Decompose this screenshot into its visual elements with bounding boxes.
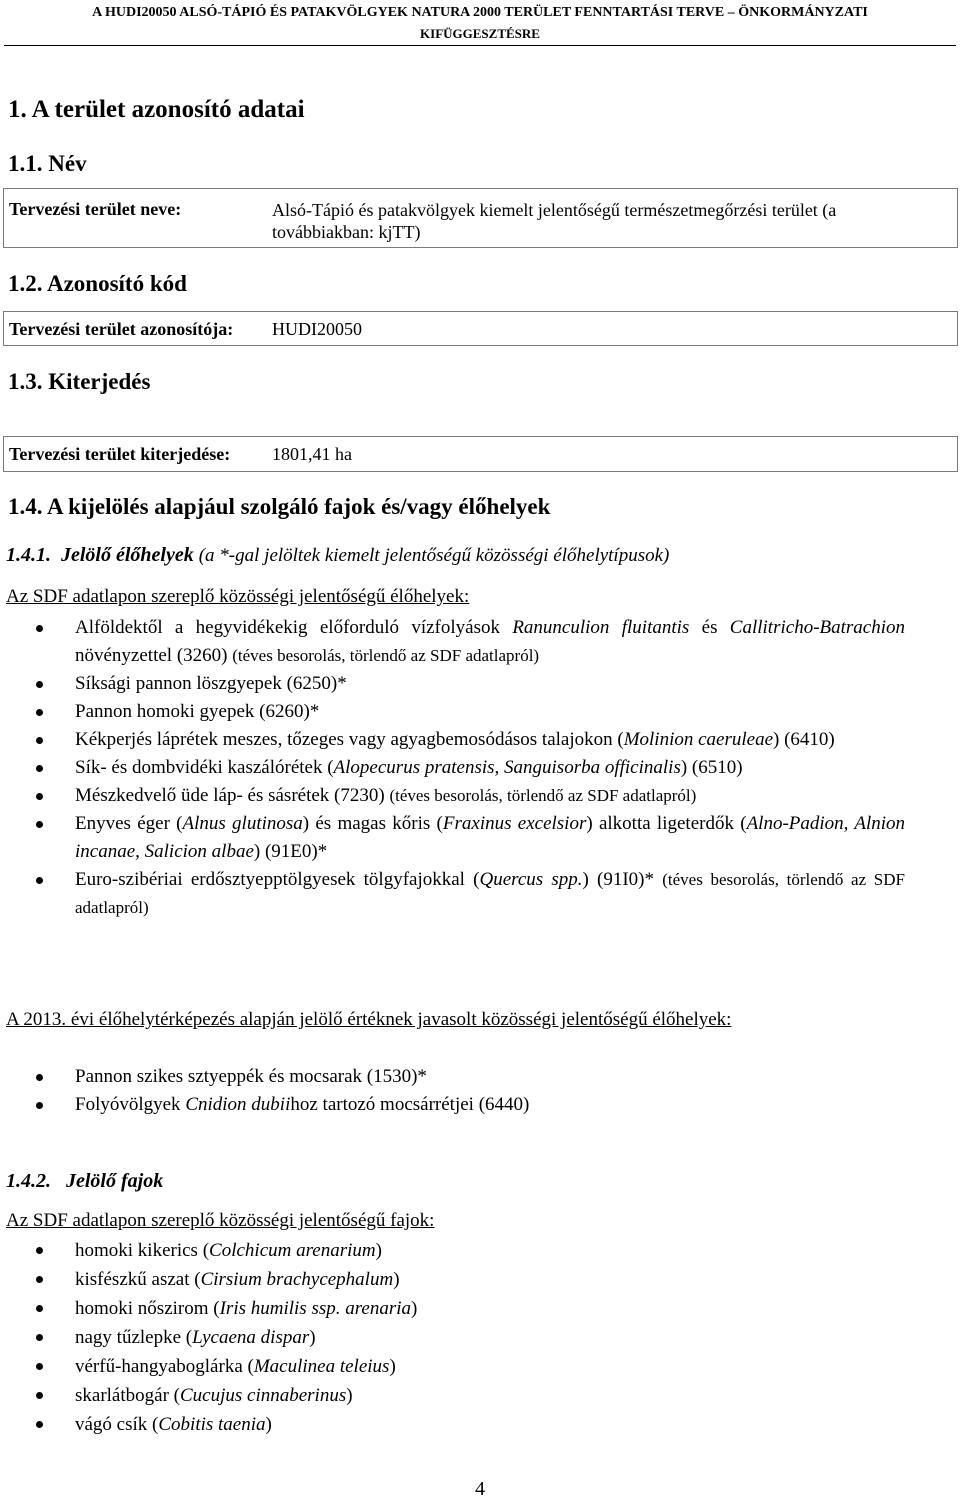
habitat-latin: Molinion caeruleae — [623, 729, 774, 750]
list-item: homoki nőszirom (Iris humilis ssp. arenaria) — [0, 1294, 905, 1323]
list-item: nagy tűzlepke (Lycaena dispar) — [0, 1323, 905, 1352]
habitat-text: Enyves éger ( — [75, 813, 183, 834]
species-latin-name: Colchicum arenarium — [209, 1240, 376, 1261]
list-item: homoki kikerics (Colchicum arenarium) — [0, 1236, 905, 1265]
habitats-heading-title: Jelölő élőhelyek — [61, 544, 194, 566]
list-item — [0, 866, 905, 922]
habitat-text: Euro-szibériai erdősztyepptölgyesek tölgyfajokkal ( — [75, 869, 480, 890]
habitat-text: Folyóvölgyek — [75, 1094, 181, 1115]
species-sdf-intro: Az SDF adatlapon szereplő közösségi jelentőségű fajok: — [6, 1210, 435, 1231]
habitats-mapping-intro: A 2013. évi élőhelytérképezés alapján jelölő értéknek javasolt közösségi jelentőségű élőhelyek: — [6, 1009, 732, 1030]
habitat-text: ) és magas kőris ( — [302, 813, 443, 834]
habitat-latin: Ranunculion fluitantis — [512, 617, 690, 638]
habitats-mapping-list — [0, 1063, 905, 1119]
habitat-text: Síksági pannon löszgyepek (6250)* — [75, 673, 347, 694]
header-rule — [4, 45, 956, 46]
species-latin-name: Iris humilis ssp. arenaria — [219, 1298, 412, 1319]
subsection-title-extent: 1.3. Kiterjedés — [8, 369, 151, 394]
habitat-latin: Quercus spp. — [479, 869, 583, 890]
list-item — [0, 782, 905, 810]
species-common-name: homoki nőszirom — [75, 1298, 209, 1319]
species-latin-name: Cobitis taenia — [158, 1414, 266, 1435]
page-number: 4 — [475, 1478, 485, 1500]
list-item — [0, 810, 905, 866]
habitat-code: ) (6410) — [773, 729, 835, 750]
list-item: skarlátbogár (Cucujus cinnaberinus) — [0, 1381, 905, 1410]
habitats-sdf-intro: Az SDF adatlapon szereplő közösségi jelentőségű élőhelyek: — [6, 586, 470, 607]
species-heading-num: 1.4.2. — [6, 1170, 51, 1192]
habitats-heading-num: 1.4.1. — [6, 544, 51, 566]
habitat-code: ) (91E0)* — [253, 841, 328, 862]
habitat-latin: Fraxinus excelsior — [442, 813, 587, 834]
habitats-heading-note: (a *-gal jelöltek kiemelt jelentőségű közösségi élőhelytípusok) — [198, 545, 670, 566]
subsection-title-name: 1.1. Név — [8, 151, 87, 176]
code-value: HUDI20050 — [272, 319, 362, 339]
habitat-note: (téves besorolás, törlendő az SDF adatlapról) — [232, 646, 540, 665]
list-item: kisfészkű aszat (Cirsium brachycephalum) — [0, 1265, 905, 1294]
species-list — [0, 1236, 905, 1439]
running-header — [0, 2, 960, 44]
extent-table — [3, 436, 958, 472]
species-common-name: vágó csík — [75, 1414, 148, 1435]
list-item — [0, 670, 905, 698]
habitat-text: Alföldektől a hegyvidékekig előforduló vízfolyások — [75, 617, 500, 638]
habitat-latin: Sanguisorba officinalis — [504, 757, 681, 778]
habitat-latin: Cnidion dubii — [185, 1094, 291, 1115]
extent-label: Tervezési terület kiterjedése: — [9, 444, 231, 464]
habitat-text: , — [494, 757, 500, 778]
habitat-text: és — [701, 617, 718, 638]
habitat-note: (téves besorolás, törlendő az SDF adatlapról) — [75, 870, 905, 917]
habitat-latin: Alnus glutinosa — [182, 813, 303, 834]
species-heading-title: Jelölő fajok — [66, 1170, 164, 1192]
species-common-name: homoki kikerics — [75, 1240, 198, 1261]
species-latin-name: Cucujus cinnaberinus — [179, 1385, 347, 1406]
running-header-line1: A HUDI20050 ALSÓ-TÁPIÓ ÉS PATAKVÖLGYEK NATURA 2000 TERÜLET FENNTARTÁSI TERVE – ÖNKORMÁNYZATI — [92, 5, 868, 20]
name-label: Tervezési terület neve: — [9, 199, 182, 219]
habitat-text: ) alkotta ligeterdők ( — [586, 813, 747, 834]
species-common-name: skarlátbogár — [75, 1385, 169, 1406]
habitat-text: Mészkedvelő üde láp- és sásrétek (7230) — [75, 785, 385, 806]
habitat-text: Kékperjés láprétek meszes, tőzeges vagy agyagbemosódásos talajokon ( — [75, 729, 624, 750]
habitats-sdf-list — [0, 614, 905, 922]
habitat-latin: Callitricho-Batrachion — [729, 617, 906, 638]
list-item — [0, 754, 905, 782]
subsection-title-species-habitats: 1.4. A kijelölés alapjául szolgáló fajok és/vagy élőhelyek — [8, 494, 551, 519]
list-item — [0, 698, 905, 726]
species-latin-name: Lycaena dispar — [192, 1327, 310, 1348]
habitat-text: Pannon szikes sztyeppék és mocsarak (1530)* — [75, 1066, 427, 1087]
name-value-line2: továbbiakban: kjTT) — [272, 222, 421, 242]
subsection-title-code: 1.2. Azonosító kód — [8, 271, 187, 296]
habitat-text: Pannon homoki gyepek (6260)* — [75, 701, 320, 722]
species-common-name: vérfű-hangyaboglárka — [75, 1356, 243, 1377]
name-value-line1: Alsó-Tápió és patakvölgyek kiemelt jelentőségű természetmegőrzési terület (a — [272, 200, 837, 220]
running-header-line2: KIFÜGGESZTÉSRE — [420, 26, 540, 41]
habitat-code: ) (91I0)* — [582, 869, 655, 890]
list-item — [0, 726, 905, 754]
section-title: 1. A terület azonosító adatai — [8, 96, 305, 123]
habitat-latin: Alno-Padion, Alnion incanae, Salicion albae — [75, 813, 905, 862]
species-latin-name: Maculinea teleius — [253, 1356, 390, 1377]
name-table — [3, 188, 958, 248]
habitat-text: hoz tartozó mocsárrétjei (6440) — [290, 1094, 530, 1115]
list-item — [0, 1091, 905, 1119]
list-item — [0, 614, 905, 670]
list-item: vérfű-hangyaboglárka (Maculinea teleius) — [0, 1352, 905, 1381]
species-latin-name: Cirsium brachycephalum — [200, 1269, 394, 1290]
habitat-text: Sík- és dombvidéki kaszálórétek ( — [75, 757, 334, 778]
code-table — [3, 311, 958, 346]
name-value — [272, 199, 956, 243]
extent-value: 1801,41 ha — [272, 444, 352, 464]
species-common-name: nagy tűzlepke — [75, 1327, 182, 1348]
list-item: vágó csík (Cobitis taenia) — [0, 1410, 905, 1439]
species-common-name: kisfészkű aszat — [75, 1269, 190, 1290]
habitat-latin: Alopecurus pratensis — [333, 757, 495, 778]
list-item — [0, 1063, 905, 1091]
habitat-code: ) (6510) — [680, 757, 743, 778]
habitats-heading — [6, 544, 669, 567]
habitat-note: (téves besorolás, törlendő az SDF adatlapról) — [389, 786, 697, 805]
species-heading — [6, 1170, 163, 1193]
habitat-code: növényzettel (3260) — [75, 645, 228, 666]
code-label: Tervezési terület azonosítója: — [9, 319, 234, 339]
